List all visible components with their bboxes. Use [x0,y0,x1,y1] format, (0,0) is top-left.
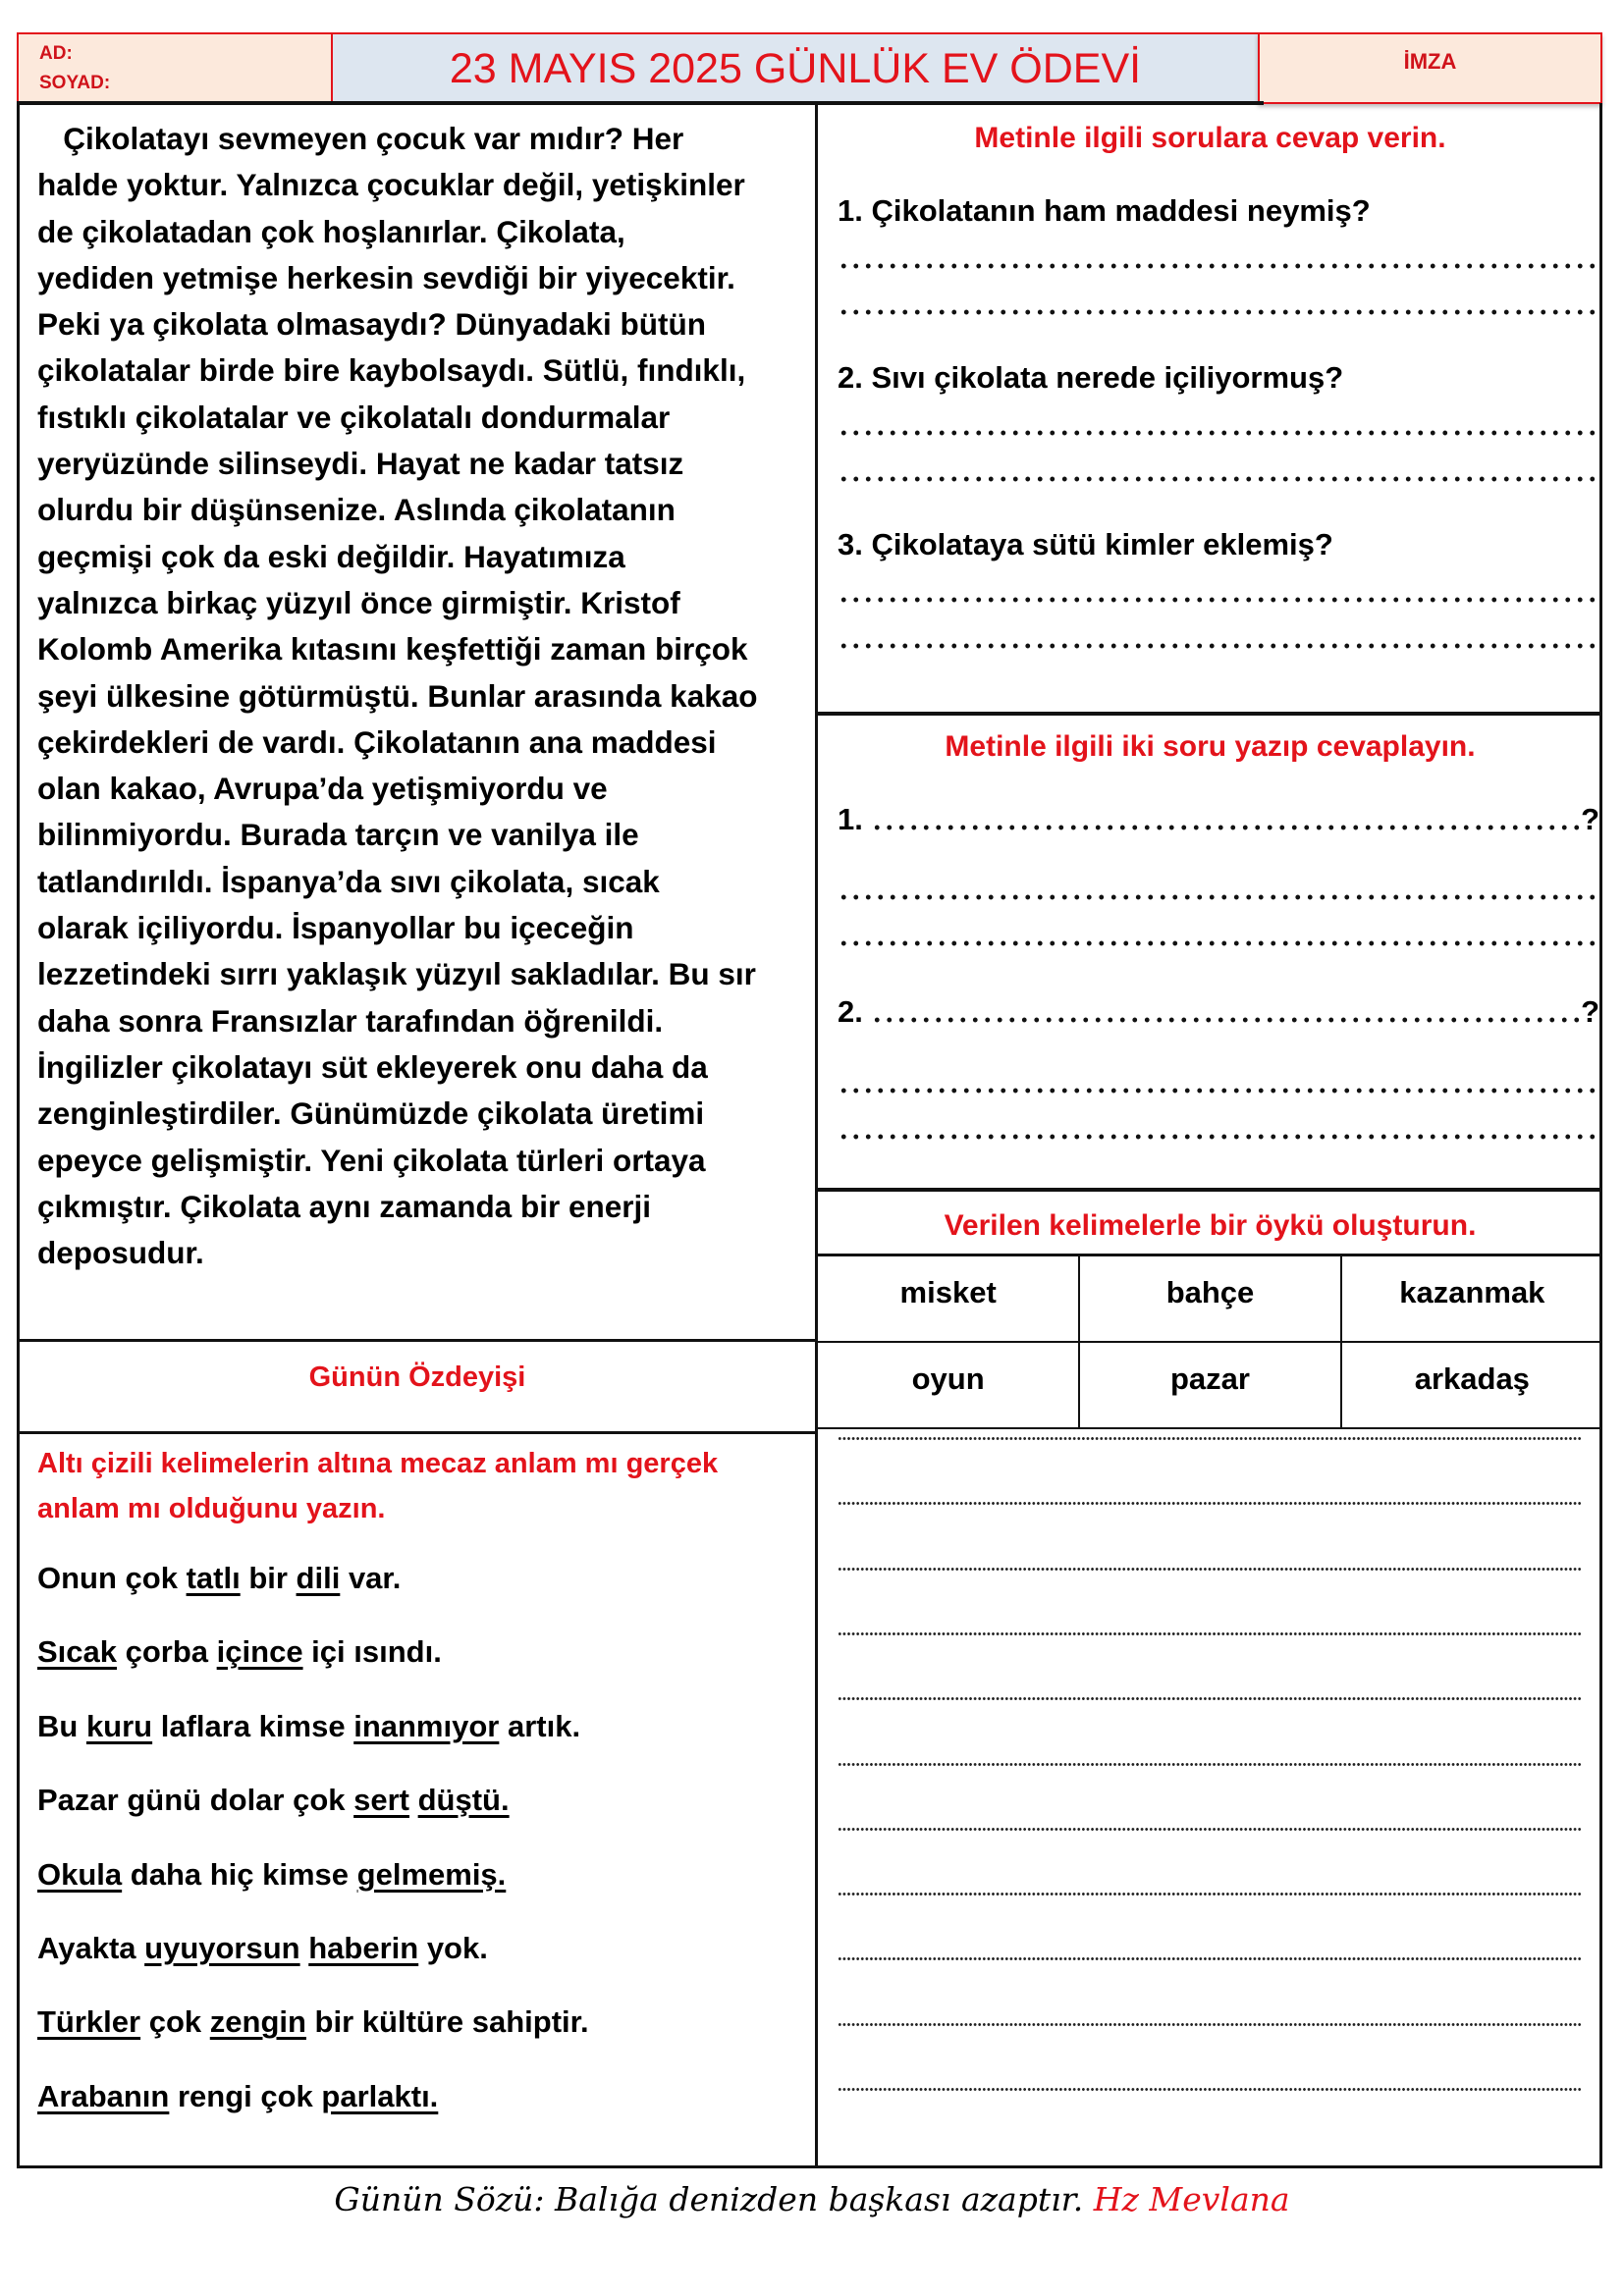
reading-line: zenginleştirdiler. Günümüzde çikolata üretimi [37,1095,705,1132]
ozdeyis-answer-area[interactable] [20,1398,815,1429]
reading-line: yeryüzünde silinseydi. Hayat ne kadar tatsız [37,446,684,482]
sentence-text: bir [240,1561,297,1595]
ozdeyis-title: Günün Özdeyişi [308,1362,526,1393]
write-question-2-number: 2. [838,994,863,1029]
underlined-word: tatlı [186,1561,241,1595]
reading-line: tatlandırıldı. İspanya’da sıvı çikolata, sıcak [37,863,660,899]
sentence-text: var. [340,1561,402,1595]
answer-line[interactable] [838,1088,1599,1094]
dotted-fill [871,1017,1579,1023]
sentence-text: çorba [117,1634,217,1670]
underlined-word: Arabanın [37,2078,170,2113]
column-divider [815,103,818,2168]
underlined-word: düştü. [417,1783,510,1818]
story-line[interactable] [838,1437,1582,1440]
story-line[interactable] [838,1763,1582,1766]
story-line[interactable] [838,1957,1582,1960]
underlined-word: Sıcak [37,1634,118,1670]
reading-line: de çikolatadan çok hoşlanırlar. Çikolata, [37,213,625,249]
signature-label: İMZA [1403,49,1457,74]
quote-text: Günün Sözü: Balığa denizden başkası azaptır. [334,2180,1084,2218]
answer-line[interactable] [838,597,1599,603]
reading-line: deposudur. [37,1235,204,1271]
question-2: 2. Sıvı çikolata nerede içiliyormuş? [838,360,1344,395]
mecaz-instruction-line-1: Altı çizili kelimelerin altına mecaz anlam mı gerçek [37,1448,719,1479]
sentence-text: daha hiç kimse [122,1856,357,1892]
underlined-word: kuru [85,1708,153,1743]
underlined-word: haberin [308,1930,419,1965]
sentence-text: Onun çok [37,1561,187,1595]
name-label: AD: [39,43,73,64]
answer-line[interactable] [838,309,1599,315]
reading-line: çikolatalar birde bire kaybolsaydı. Sütlü, fındıklı, [37,352,746,389]
answer-line[interactable] [838,263,1599,269]
write-questions-title: Metinle ilgili iki soru yazıp cevaplayın. [945,730,1476,763]
underlined-word: parlaktı. [321,2078,439,2113]
dotted-fill [871,825,1579,830]
answer-line[interactable] [838,894,1599,900]
sentence-text: rengi çok [169,2078,322,2113]
mecaz-sentence [37,1781,807,1854]
mecaz-sentence [37,1632,807,1706]
reading-line: olarak içiliyordu. İspanyollar bu içeceğin [37,910,634,946]
sentence-text: içi ısındı. [302,1634,442,1670]
reading-line: İngilizler çikolatayı süt ekleyerek onu daha da [37,1048,708,1085]
reading-line: fıstıklı çikolatalar ve çikolatalı dondurmalar [37,399,671,435]
worksheet-title-box [331,32,1260,104]
question-3: 3. Çikolataya sütü kimler eklemiş? [838,527,1333,561]
sentence-text [409,1783,418,1817]
sentence-text: laflara kimse [152,1708,354,1743]
sentence-text: bir kültüre sahiptir. [305,2004,589,2040]
story-word: kazanmak [1341,1255,1602,1343]
mecaz-sentence [37,1707,807,1781]
divider-questions-bottom [817,712,1602,716]
reading-line: Peki ya çikolata olmasaydı? Dünyadaki bütün [37,306,706,343]
write-question-1-line[interactable] [838,800,1599,839]
story-line[interactable] [838,1893,1582,1896]
story-word: pazar [1079,1342,1340,1428]
story-line[interactable] [838,1502,1582,1505]
quote-of-the-day [0,2179,1624,2220]
story-word: bahçe [1079,1255,1340,1343]
mecaz-instruction [37,1441,807,1531]
reading-line: olan kakao, Avrupa’da yetişmiyordu ve [37,771,608,807]
underlined-word: uyuyorsun [144,1930,300,1965]
reading-line: lezzetindeki sırrı yaklaşık yüzyıl sakladılar. Bu sır [37,956,756,992]
mecaz-instruction-line-2: anlam mı olduğunu yazın. [37,1493,386,1524]
underlined-word: sert [353,1783,409,1818]
sentence-text: Bu [37,1708,86,1743]
reading-line: epeyce gelişmiştir. Yeni çikolata türleri ortaya [37,1142,706,1178]
quote-author: Hz Mevlana [1093,2180,1290,2218]
story-line[interactable] [838,1632,1582,1635]
sentence-text: artık. [499,1708,581,1743]
reading-line: Kolomb Amerika kıtasını keşfettiği zaman birçok [37,631,748,667]
underlined-word: dili [296,1561,341,1595]
story-word: misket [818,1255,1079,1343]
mecaz-sentence [37,1855,807,1929]
reading-line: daha sonra Fransızlar tarafından öğrenildi. [37,1002,664,1039]
mecaz-sentence-list [37,1559,807,2151]
divider-reading-bottom [17,1339,817,1342]
mecaz-sentence [37,2002,807,2076]
surname-label: SOYAD: [39,73,111,93]
reading-line: bilinmiyordu. Burada tarçın ve vanilya ile [37,817,639,853]
answer-line[interactable] [838,643,1599,649]
underlined-word: içince [216,1634,303,1670]
write-question-2-line[interactable] [838,992,1599,1032]
question-mark: ? [1581,802,1599,836]
sentence-text: yok. [418,1930,488,1965]
sentence-text: çok [140,2004,210,2040]
mecaz-sentence [37,1929,807,2002]
write-question-1-number: 1. [838,802,863,836]
story-line[interactable] [838,2023,1582,2026]
reading-line: geçmişi çok da eski değildir. Hayatımıza [37,538,625,574]
reading-line: şeyi ülkesine götürmüştü. Bunlar arasında kakao [37,677,758,714]
sentence-text: Ayakta [37,1930,145,1965]
sentence-text [300,1931,309,1965]
name-surname-box[interactable] [17,32,333,104]
story-line[interactable] [838,2088,1582,2091]
reading-line: yalnızca birkaç yüzyıl önce girmiştir. Kristof [37,584,680,620]
question-mark: ? [1581,994,1599,1029]
reading-passage [37,116,807,1276]
story-line[interactable] [838,1568,1582,1571]
mecaz-sentence [37,2077,807,2151]
story-word: arkadaş [1341,1342,1602,1428]
story-title: Verilen kelimelerle bir öykü oluşturun. [944,1209,1477,1242]
mecaz-sentence [37,1559,807,1632]
reading-line: halde yoktur. Yalnızca çocuklar değil, yetişkinler [37,167,745,203]
underlined-word: Türkler [37,2004,141,2040]
worksheet-title: 23 MAYIS 2025 GÜNLÜK EV ÖDEVİ [449,45,1142,92]
reading-line: Çikolatayı sevmeyen çocuk var mıdır? Her [37,121,684,156]
reading-line: çekirdekleri de vardı. Çikolatanın ana maddesi [37,723,717,760]
answer-line[interactable] [838,476,1599,482]
reading-line: çıkmıştır. Çikolata aynı zamanda bir enerji [37,1188,652,1224]
sentence-text: Pazar günü dolar çok [37,1783,354,1818]
story-word: oyun [818,1342,1079,1428]
question-1: 1. Çikolatanın ham maddesi neymiş? [838,193,1371,228]
story-word-table [818,1254,1602,1401]
underlined-word: Okula [37,1856,123,1892]
story-line[interactable] [838,1697,1582,1700]
answer-line[interactable] [838,1134,1599,1140]
answer-line[interactable] [838,940,1599,946]
story-line[interactable] [838,1828,1582,1831]
reading-line: olurdu bir düşünsenize. Aslında çikolatanın [37,492,676,528]
divider-write-questions-bottom [817,1188,1602,1192]
underlined-word: gelmemiş. [356,1856,507,1892]
divider-ozdeyis-bottom [17,1431,817,1434]
signature-box[interactable] [1258,32,1602,104]
questions-title: Metinle ilgili sorulara cevap verin. [974,122,1446,154]
underlined-word: zengin [209,2004,306,2040]
reading-line: yediden yetmişe herkesin sevdiği bir yiyecektir. [37,259,735,295]
underlined-word: inanmıyor [353,1708,500,1743]
answer-line[interactable] [838,430,1599,436]
